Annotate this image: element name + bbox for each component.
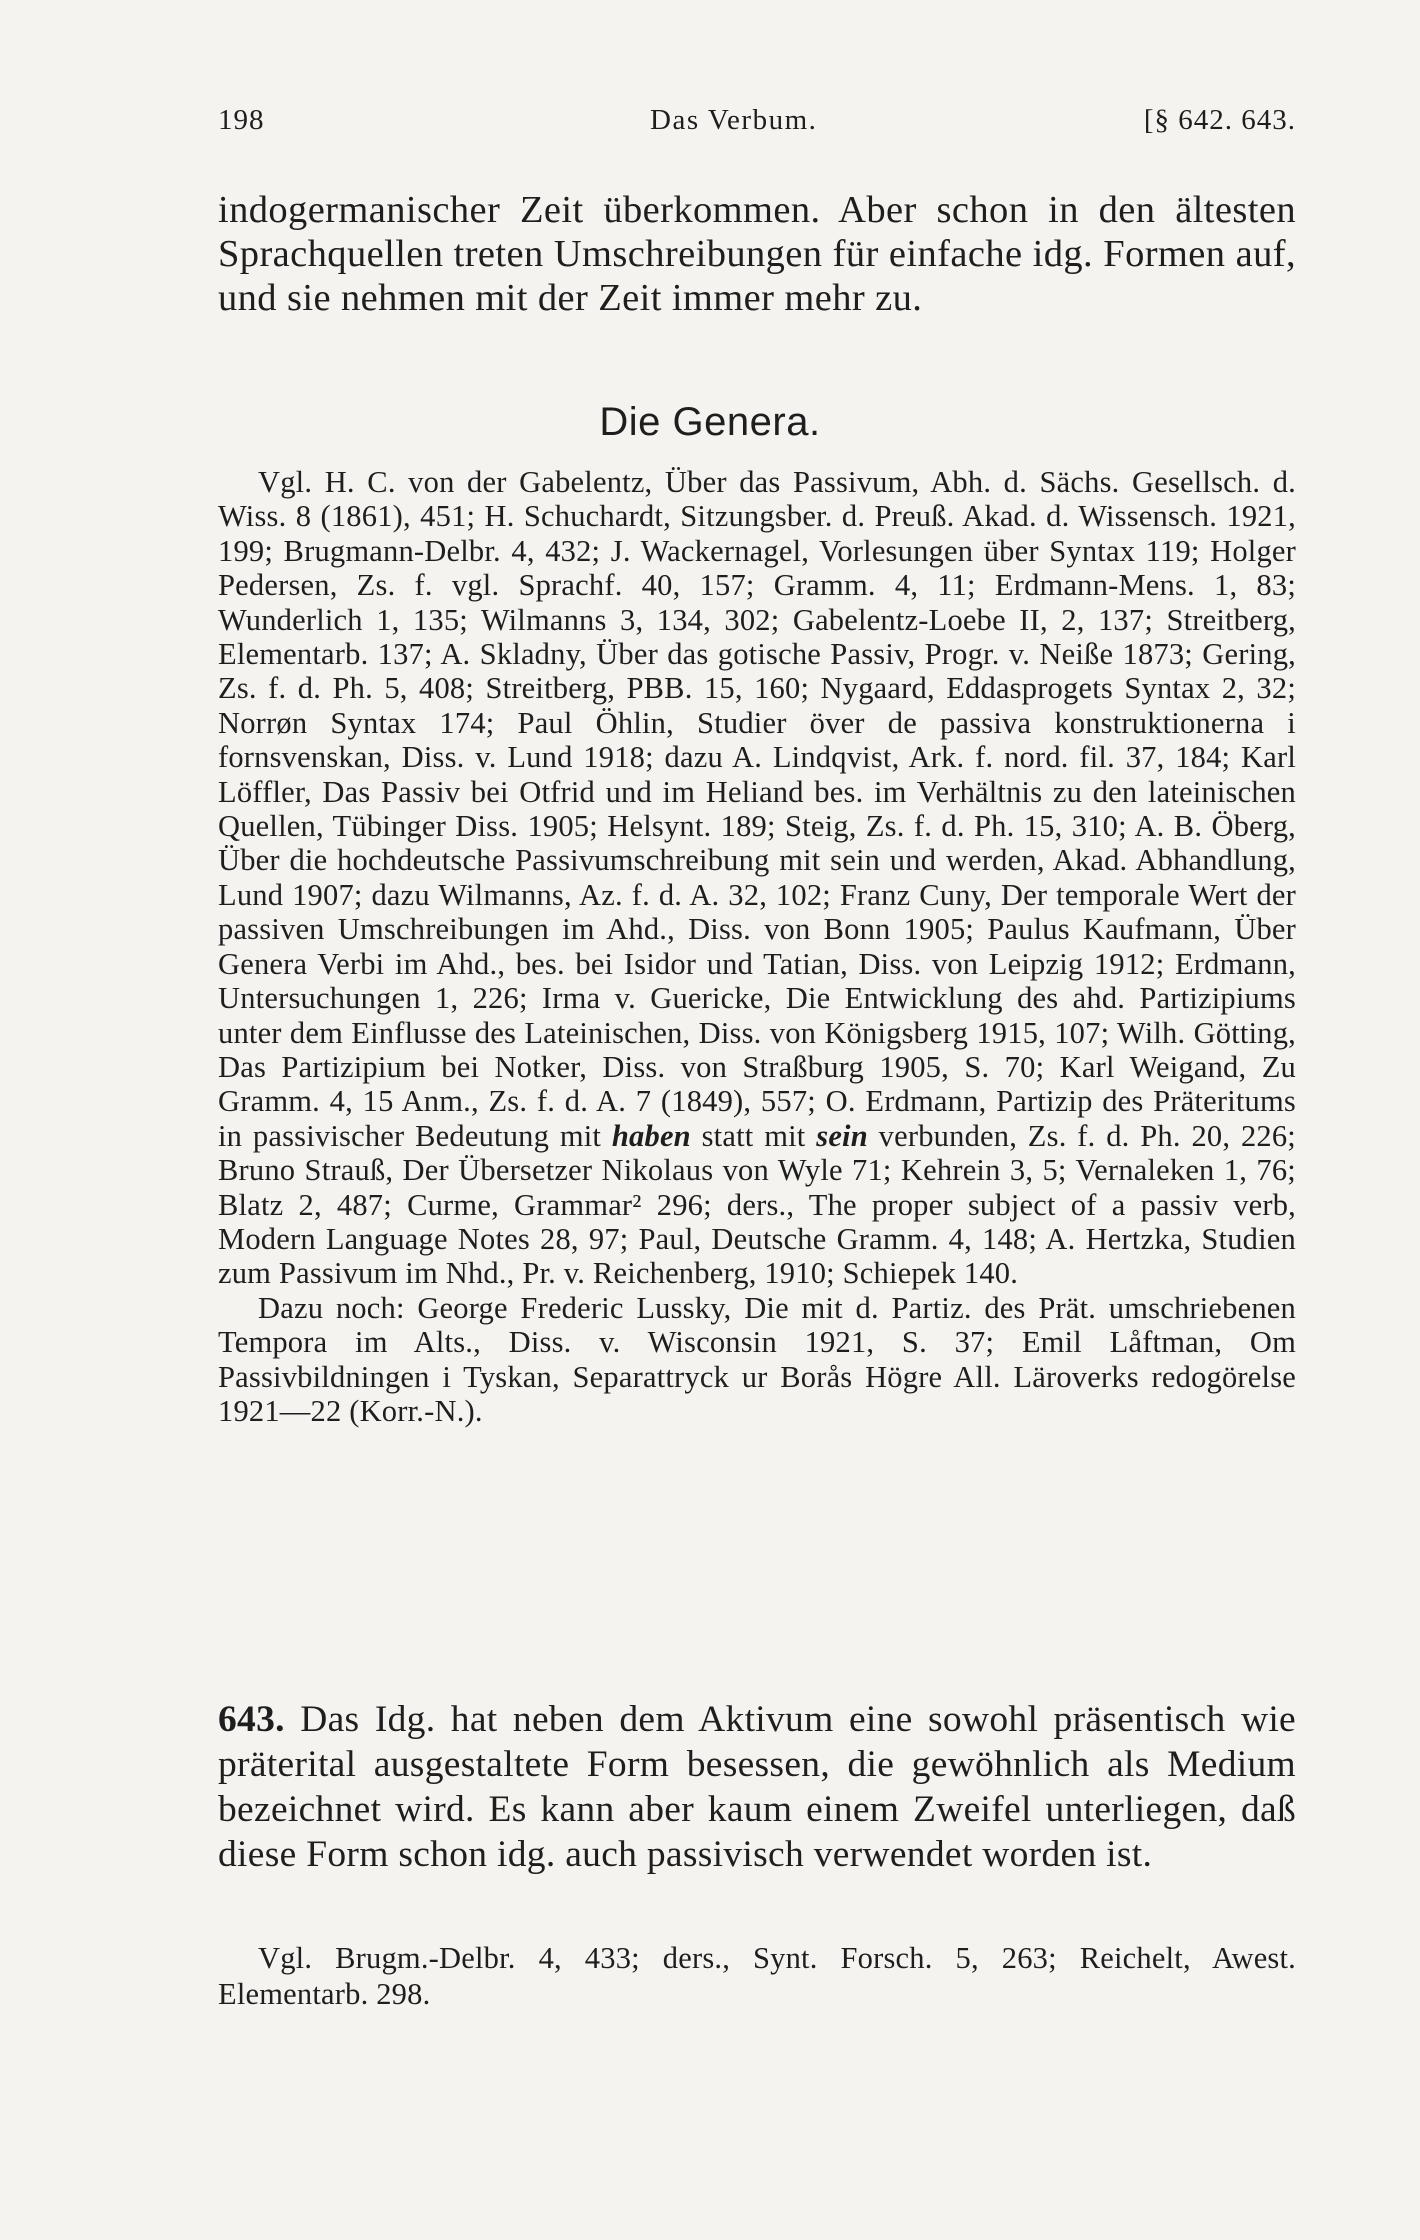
- literature-text-1: Vgl. H. C. von der Gabelentz, Über das Passivum, Abh. d. Sächs. Gesellsch. d. Wiss. 8 (1861), 451; H. Schuchardt, Sitzungsber. d. Preuß. Akad. d. Wissensch. 1921, 199; Brugmann-Delbr. 4, 432; J. Wackernagel, Vorlesungen über Syntax 119; Holger Pedersen, Zs. f. vgl. Sprachf. 40, 157; Gramm. 4, 11; Erdmann-Mens. 1, 83; Wunderlich 1, 135; Wilmanns 3, 134, 302; Gabelentz-Loebe II, 2, 137; Streitberg, Elementarb. 137; A. Skladny, Über das gotische Passiv, Progr. v. Neiße 1873; Gering, Zs. f. d. Ph. 5, 408; Streitberg, PBB. 15, 160; Nygaard, Eddasprogets Syntax 2, 32; Norrøn Syntax 174; Paul Öhlin, Studier över de passiva konstruktionerna i fornsvenskan, Diss. v. Lund 1918; dazu A. Lindqvist, Ark. f. nord. fil. 37, 184; Karl Löffler, Das Passiv bei Otfrid und im Heliand bes. im Verhältnis zu den lateinischen Quellen, Tübinger Diss. 1905; Helsynt. 189; Steig, Zs. f. d. Ph. 15, 310; A. B. Öberg, Über die hochdeutsche Passivumschreibung mit sein und werden, Akad. Abhandlung, Lund 1907; dazu Wilmanns, Az. f. d. A. 32, 102; Franz Cuny, Der temporale Wert der passiven Umschreibungen im Ahd., Diss. von Bonn 1905; Paulus Kaufmann, Über Genera Verbi im Ahd., bes. bei Isidor und Tatian, Diss. von Leipzig 1912; Erdmann, Untersuchungen 1, 226; Irma v. Guericke, Die Entwicklung des ahd. Partizipiums unter dem Einflusse des Lateinischen, Diss. von Königsberg 1915, 107; Wilh. Götting, Das Partizipium bei Notker, Diss. von Straßburg 1905, S. 70; Karl Weigand, Zu Gramm. 4, 15 Anm., Zs. f. d. A. 7 (1849), 557; O. Erdmann, Partizip des Präteritums in passivischer Bedeutung mit: [218, 465, 1296, 1153]
- literature-text-mid: statt mit: [701, 1118, 806, 1153]
- section-reference: [§ 642. 643.: [1143, 104, 1296, 136]
- emphasis-sein: sein: [816, 1118, 868, 1153]
- literature-text-1b: verbunden, Zs. f. d. Ph. 20, 226; Bruno Strauß, Der Übersetzer Nikolaus von Wyle 71; Kehrein 3, 5; Vernaleken 1, 76; Blatz 2, 487; Curme, Grammar² 296; ders., The proper subject of a passiv verb, Modern Language Notes 28, 97; Paul, Deutsche Gramm. 4, 148; A. Hertzka, Studien zum Passivum im Nhd., Pr. v. Reichenberg, 1910; Schiepek 140.: [218, 1118, 1296, 1291]
- literature-block: [218, 465, 1296, 1428]
- literature-643: Vgl. Brugm.-Delbr. 4, 433; ders., Synt. Forsch. 5, 263; Reichelt, Awest. Elementarb. 298.: [218, 1941, 1296, 2011]
- section-number: 643.: [218, 1699, 285, 1740]
- section-643-paragraph: [218, 1697, 1296, 1877]
- page-number: 198: [218, 104, 265, 136]
- running-header: [218, 104, 1296, 144]
- intro-paragraph: indogermanischer Zeit überkommen. Aber schon in den ältesten Sprachquellen treten Umschreibungen für einfache idg. Formen auf, und sie nehmen mit der Zeit immer mehr zu.: [218, 189, 1296, 319]
- literature-paragraph-1: [218, 465, 1296, 1291]
- literature-paragraph-2: Dazu noch: George Frederic Lussky, Die mit d. Partiz. des Prät. umschriebenen Tempora im Alts., Diss. v. Wisconsin 1921, S. 37; Emil Låftman, Om Passivbildningen i Tyskan, Separattryck ur Borås Högre All. Läroverks redogörelse 1921—22 (Korr.-N.).: [218, 1290, 1296, 1428]
- section-heading: Die Genera.: [599, 400, 821, 444]
- section-643-text: Das Idg. hat neben dem Aktivum eine sowohl präsentisch wie präterital ausgestaltete Form besessen, die gewöhnlich als Medium bezeichnet wird. Es kann aber kaum einem Zweifel unterliegen, daß diese Form schon idg. auch passivisch verwendet worden ist.: [218, 1699, 1296, 1875]
- running-title: Das Verbum.: [650, 104, 818, 136]
- emphasis-haben: haben: [611, 1118, 691, 1153]
